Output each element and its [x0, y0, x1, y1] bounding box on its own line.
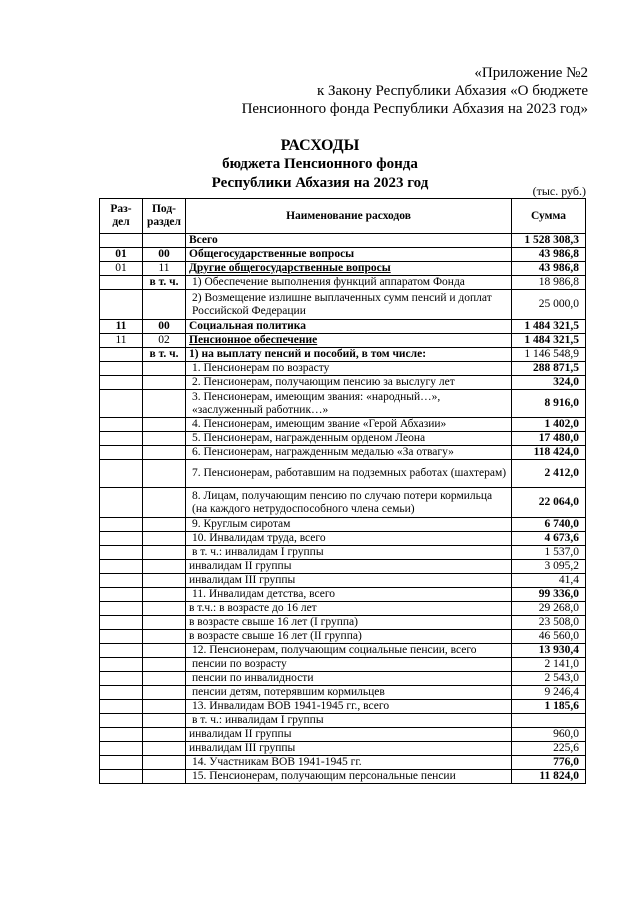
- section-code-cell: [100, 518, 143, 532]
- table-header-row: [100, 199, 586, 234]
- expense-name-cell: 9. Круглым сиротам: [186, 518, 512, 532]
- subsection-code-cell: [143, 658, 186, 672]
- col-header-amount: Сумма: [512, 199, 586, 234]
- amount-cell: 1 146 548,9: [512, 348, 586, 362]
- table-row: [100, 362, 586, 376]
- appendix-header: [242, 64, 588, 118]
- amount-cell: 9 246,4: [512, 686, 586, 700]
- subsection-code-cell: [143, 700, 186, 714]
- subsection-code-cell: [143, 770, 186, 784]
- amount-cell: 18 986,8: [512, 276, 586, 290]
- amount-cell: 1 537,0: [512, 546, 586, 560]
- expense-name-cell: 6. Пенсионерам, награжденным медалью «За отвагу»: [186, 446, 512, 460]
- section-code-cell: [100, 418, 143, 432]
- table-row: [100, 532, 586, 546]
- table-row: [100, 390, 586, 418]
- expense-name-cell: 12. Пенсионерам, получающим социальные пенсии, всего: [186, 644, 512, 658]
- amount-cell: 1 484 321,5: [512, 334, 586, 348]
- subsection-code-cell: 11: [143, 262, 186, 276]
- table-row: [100, 262, 586, 276]
- amount-cell: 46 560,0: [512, 630, 586, 644]
- amount-cell: 13 930,4: [512, 644, 586, 658]
- table-body: [100, 234, 586, 784]
- section-code-cell: [100, 488, 143, 518]
- table-row: [100, 290, 586, 320]
- expense-name-cell: в т. ч.: инвалидам I группы: [186, 546, 512, 560]
- section-code-cell: [100, 362, 143, 376]
- expense-name-cell: Пенсионное обеспечение: [186, 334, 512, 348]
- section-code-cell: [100, 376, 143, 390]
- subsection-code-cell: [143, 756, 186, 770]
- amount-cell: 118 424,0: [512, 446, 586, 460]
- section-code-cell: [100, 290, 143, 320]
- subsection-code-cell: [143, 376, 186, 390]
- subsection-code-cell: [143, 460, 186, 488]
- section-code-cell: [100, 460, 143, 488]
- amount-cell: 22 064,0: [512, 488, 586, 518]
- table-row: [100, 728, 586, 742]
- expense-name-cell: Всего: [186, 234, 512, 248]
- expense-name-cell: 2. Пенсионерам, получающим пенсию за выслугу лет: [186, 376, 512, 390]
- table-row: [100, 714, 586, 728]
- expense-name-cell: пенсии по инвалидности: [186, 672, 512, 686]
- title-line-3: Республики Абхазия на 2023 год: [211, 175, 429, 191]
- expense-name-cell: в возрасте свыше 16 лет (II группа): [186, 630, 512, 644]
- subsection-code-cell: [143, 432, 186, 446]
- amount-cell: 1 402,0: [512, 418, 586, 432]
- subsection-code-cell: [143, 686, 186, 700]
- subsection-code-cell: [143, 644, 186, 658]
- subsection-code-cell: [143, 446, 186, 460]
- subsection-code-cell: [143, 546, 186, 560]
- amount-cell: 8 916,0: [512, 390, 586, 418]
- expense-name-cell: 8. Лицам, получающим пенсию по случаю потери кормильца (на каждого нетрудоспособного члена семьи): [186, 488, 512, 518]
- amount-cell: 225,6: [512, 742, 586, 756]
- section-code-cell: [100, 742, 143, 756]
- table-row: [100, 644, 586, 658]
- table-row: [100, 446, 586, 460]
- expense-name-cell: 1) Обеспечение выполнения функций аппаратом Фонда: [186, 276, 512, 290]
- expense-name-cell: инвалидам III группы: [186, 742, 512, 756]
- expense-name-cell: 4. Пенсионерам, имеющим звание «Герой Абхазии»: [186, 418, 512, 432]
- table-row: [100, 234, 586, 248]
- subsection-code-cell: [143, 714, 186, 728]
- subsection-code-cell: [143, 418, 186, 432]
- expense-name-cell: Другие общегосударственные вопросы: [186, 262, 512, 276]
- section-code-cell: [100, 630, 143, 644]
- appendix-line-1: «Приложение №2: [474, 65, 588, 81]
- appendix-line-3: Пенсионного фонда Республики Абхазия на 2023 год»: [241, 101, 588, 117]
- expense-name-cell: 3. Пенсионерам, имеющим звания: «народный…», «заслуженный работник…»: [186, 390, 512, 418]
- expense-name-cell: Социальная политика: [186, 320, 512, 334]
- expense-name-cell: в возрасте свыше 16 лет (I группа): [186, 616, 512, 630]
- expense-name-cell: инвалидам III группы: [186, 574, 512, 588]
- subsection-code-cell: [143, 518, 186, 532]
- table-row: [100, 334, 586, 348]
- table-row: [100, 588, 586, 602]
- subsection-code-cell: [143, 234, 186, 248]
- section-code-cell: [100, 700, 143, 714]
- expense-name-cell: 11. Инвалидам детства, всего: [186, 588, 512, 602]
- table-row: [100, 756, 586, 770]
- table-row: [100, 348, 586, 362]
- expense-name-cell: пенсии по возрасту: [186, 658, 512, 672]
- table-row: [100, 248, 586, 262]
- table-row: [100, 658, 586, 672]
- table-row: [100, 432, 586, 446]
- section-code-cell: [100, 348, 143, 362]
- section-code-cell: [100, 602, 143, 616]
- section-code-cell: [100, 234, 143, 248]
- amount-cell: 11 824,0: [512, 770, 586, 784]
- amount-cell: 43 986,8: [512, 262, 586, 276]
- section-code-cell: [100, 770, 143, 784]
- section-code-cell: [100, 672, 143, 686]
- section-code-cell: [100, 390, 143, 418]
- expense-name-cell: в т.ч.: в возрасте до 16 лет: [186, 602, 512, 616]
- table-row: [100, 518, 586, 532]
- subsection-code-cell: [143, 588, 186, 602]
- section-code-cell: [100, 532, 143, 546]
- col-header-section: Раз- дел: [100, 199, 143, 234]
- section-code-cell: [100, 714, 143, 728]
- section-code-cell: [100, 588, 143, 602]
- table-row: [100, 616, 586, 630]
- table-row: [100, 742, 586, 756]
- table-row: [100, 686, 586, 700]
- title-line-2: бюджета Пенсионного фонда: [222, 156, 418, 172]
- section-code-cell: [100, 644, 143, 658]
- section-code-cell: [100, 574, 143, 588]
- section-code-cell: 11: [100, 334, 143, 348]
- amount-cell: 776,0: [512, 756, 586, 770]
- subsection-code-cell: в т. ч.: [143, 276, 186, 290]
- subsection-code-cell: [143, 290, 186, 320]
- expense-name-cell: инвалидам II группы: [186, 728, 512, 742]
- table-row: [100, 460, 586, 488]
- subsection-code-cell: [143, 488, 186, 518]
- section-code-cell: [100, 446, 143, 460]
- subsection-code-cell: в т. ч.: [143, 348, 186, 362]
- amount-cell: 960,0: [512, 728, 586, 742]
- section-code-cell: [100, 686, 143, 700]
- section-code-cell: [100, 658, 143, 672]
- amount-cell: 324,0: [512, 376, 586, 390]
- amount-cell: 17 480,0: [512, 432, 586, 446]
- subsection-code-cell: [143, 532, 186, 546]
- amount-cell: 41,4: [512, 574, 586, 588]
- expense-name-cell: в т. ч.: инвалидам I группы: [186, 714, 512, 728]
- subsection-code-cell: [143, 630, 186, 644]
- section-code-cell: [100, 276, 143, 290]
- col-header-subsection: Под- раздел: [143, 199, 186, 234]
- amount-cell: 1 484 321,5: [512, 320, 586, 334]
- expense-name-cell: 5. Пенсионерам, награжденным орденом Леона: [186, 432, 512, 446]
- section-code-cell: [100, 546, 143, 560]
- subsection-code-cell: 00: [143, 248, 186, 262]
- subsection-code-cell: [143, 560, 186, 574]
- table-row: [100, 630, 586, 644]
- section-code-cell: [100, 616, 143, 630]
- title-line-1: РАСХОДЫ: [280, 137, 360, 154]
- amount-cell: 2 412,0: [512, 460, 586, 488]
- expense-name-cell: инвалидам II группы: [186, 560, 512, 574]
- expense-name-cell: 14. Участникам ВОВ 1941-1945 гг.: [186, 756, 512, 770]
- amount-cell: 99 336,0: [512, 588, 586, 602]
- subsection-code-cell: [143, 728, 186, 742]
- expense-name-cell: 13. Инвалидам ВОВ 1941-1945 гг., всего: [186, 700, 512, 714]
- subsection-code-cell: [143, 672, 186, 686]
- amount-cell: 2 543,0: [512, 672, 586, 686]
- amount-cell: 288 871,5: [512, 362, 586, 376]
- section-code-cell: [100, 560, 143, 574]
- amount-cell: 3 095,2: [512, 560, 586, 574]
- amount-cell: 4 673,6: [512, 532, 586, 546]
- table-row: [100, 770, 586, 784]
- expense-name-cell: 1) на выплату пенсий и пособий, в том числе:: [186, 348, 512, 362]
- subsection-code-cell: [143, 390, 186, 418]
- section-code-cell: [100, 756, 143, 770]
- expense-name-cell: пенсии детям, потерявшим кормильцев: [186, 686, 512, 700]
- amount-cell: 29 268,0: [512, 602, 586, 616]
- table-row: [100, 418, 586, 432]
- expenses-table: [99, 198, 586, 784]
- subsection-code-cell: 02: [143, 334, 186, 348]
- expense-name-cell: 1. Пенсионерам по возрасту: [186, 362, 512, 376]
- appendix-line-2: к Закону Республики Абхазия «О бюджете: [316, 83, 588, 99]
- amount-cell: 2 141,0: [512, 658, 586, 672]
- expense-name-cell: Общегосударственные вопросы: [186, 248, 512, 262]
- subsection-code-cell: 00: [143, 320, 186, 334]
- table-row: [100, 672, 586, 686]
- expense-name-cell: 10. Инвалидам труда, всего: [186, 532, 512, 546]
- subsection-code-cell: [143, 574, 186, 588]
- amount-cell: 1 528 308,3: [512, 234, 586, 248]
- table-row: [100, 320, 586, 334]
- amount-cell: [512, 714, 586, 728]
- subsection-code-cell: [143, 742, 186, 756]
- amount-cell: 23 508,0: [512, 616, 586, 630]
- section-code-cell: 01: [100, 248, 143, 262]
- expense-name-cell: 2) Возмещение излишне выплаченных сумм пенсий и доплат Российской Федерации: [186, 290, 512, 320]
- table-row: [100, 488, 586, 518]
- amount-cell: 43 986,8: [512, 248, 586, 262]
- section-code-cell: [100, 728, 143, 742]
- subsection-code-cell: [143, 602, 186, 616]
- table-row: [100, 560, 586, 574]
- unit-label: (тыс. руб.): [532, 184, 586, 198]
- section-code-cell: 11: [100, 320, 143, 334]
- expense-name-cell: 7. Пенсионерам, работавшим на подземных работах (шахтерам): [186, 460, 512, 488]
- section-code-cell: [100, 432, 143, 446]
- subsection-code-cell: [143, 362, 186, 376]
- amount-cell: 6 740,0: [512, 518, 586, 532]
- table-row: [100, 700, 586, 714]
- table-row: [100, 276, 586, 290]
- table-row: [100, 376, 586, 390]
- table-row: [100, 546, 586, 560]
- amount-cell: 1 185,6: [512, 700, 586, 714]
- table-row: [100, 602, 586, 616]
- expense-name-cell: 15. Пенсионерам, получающим персональные пенсии: [186, 770, 512, 784]
- section-code-cell: 01: [100, 262, 143, 276]
- subsection-code-cell: [143, 616, 186, 630]
- col-header-name: Наименование расходов: [186, 199, 512, 234]
- amount-cell: 25 000,0: [512, 290, 586, 320]
- table-row: [100, 574, 586, 588]
